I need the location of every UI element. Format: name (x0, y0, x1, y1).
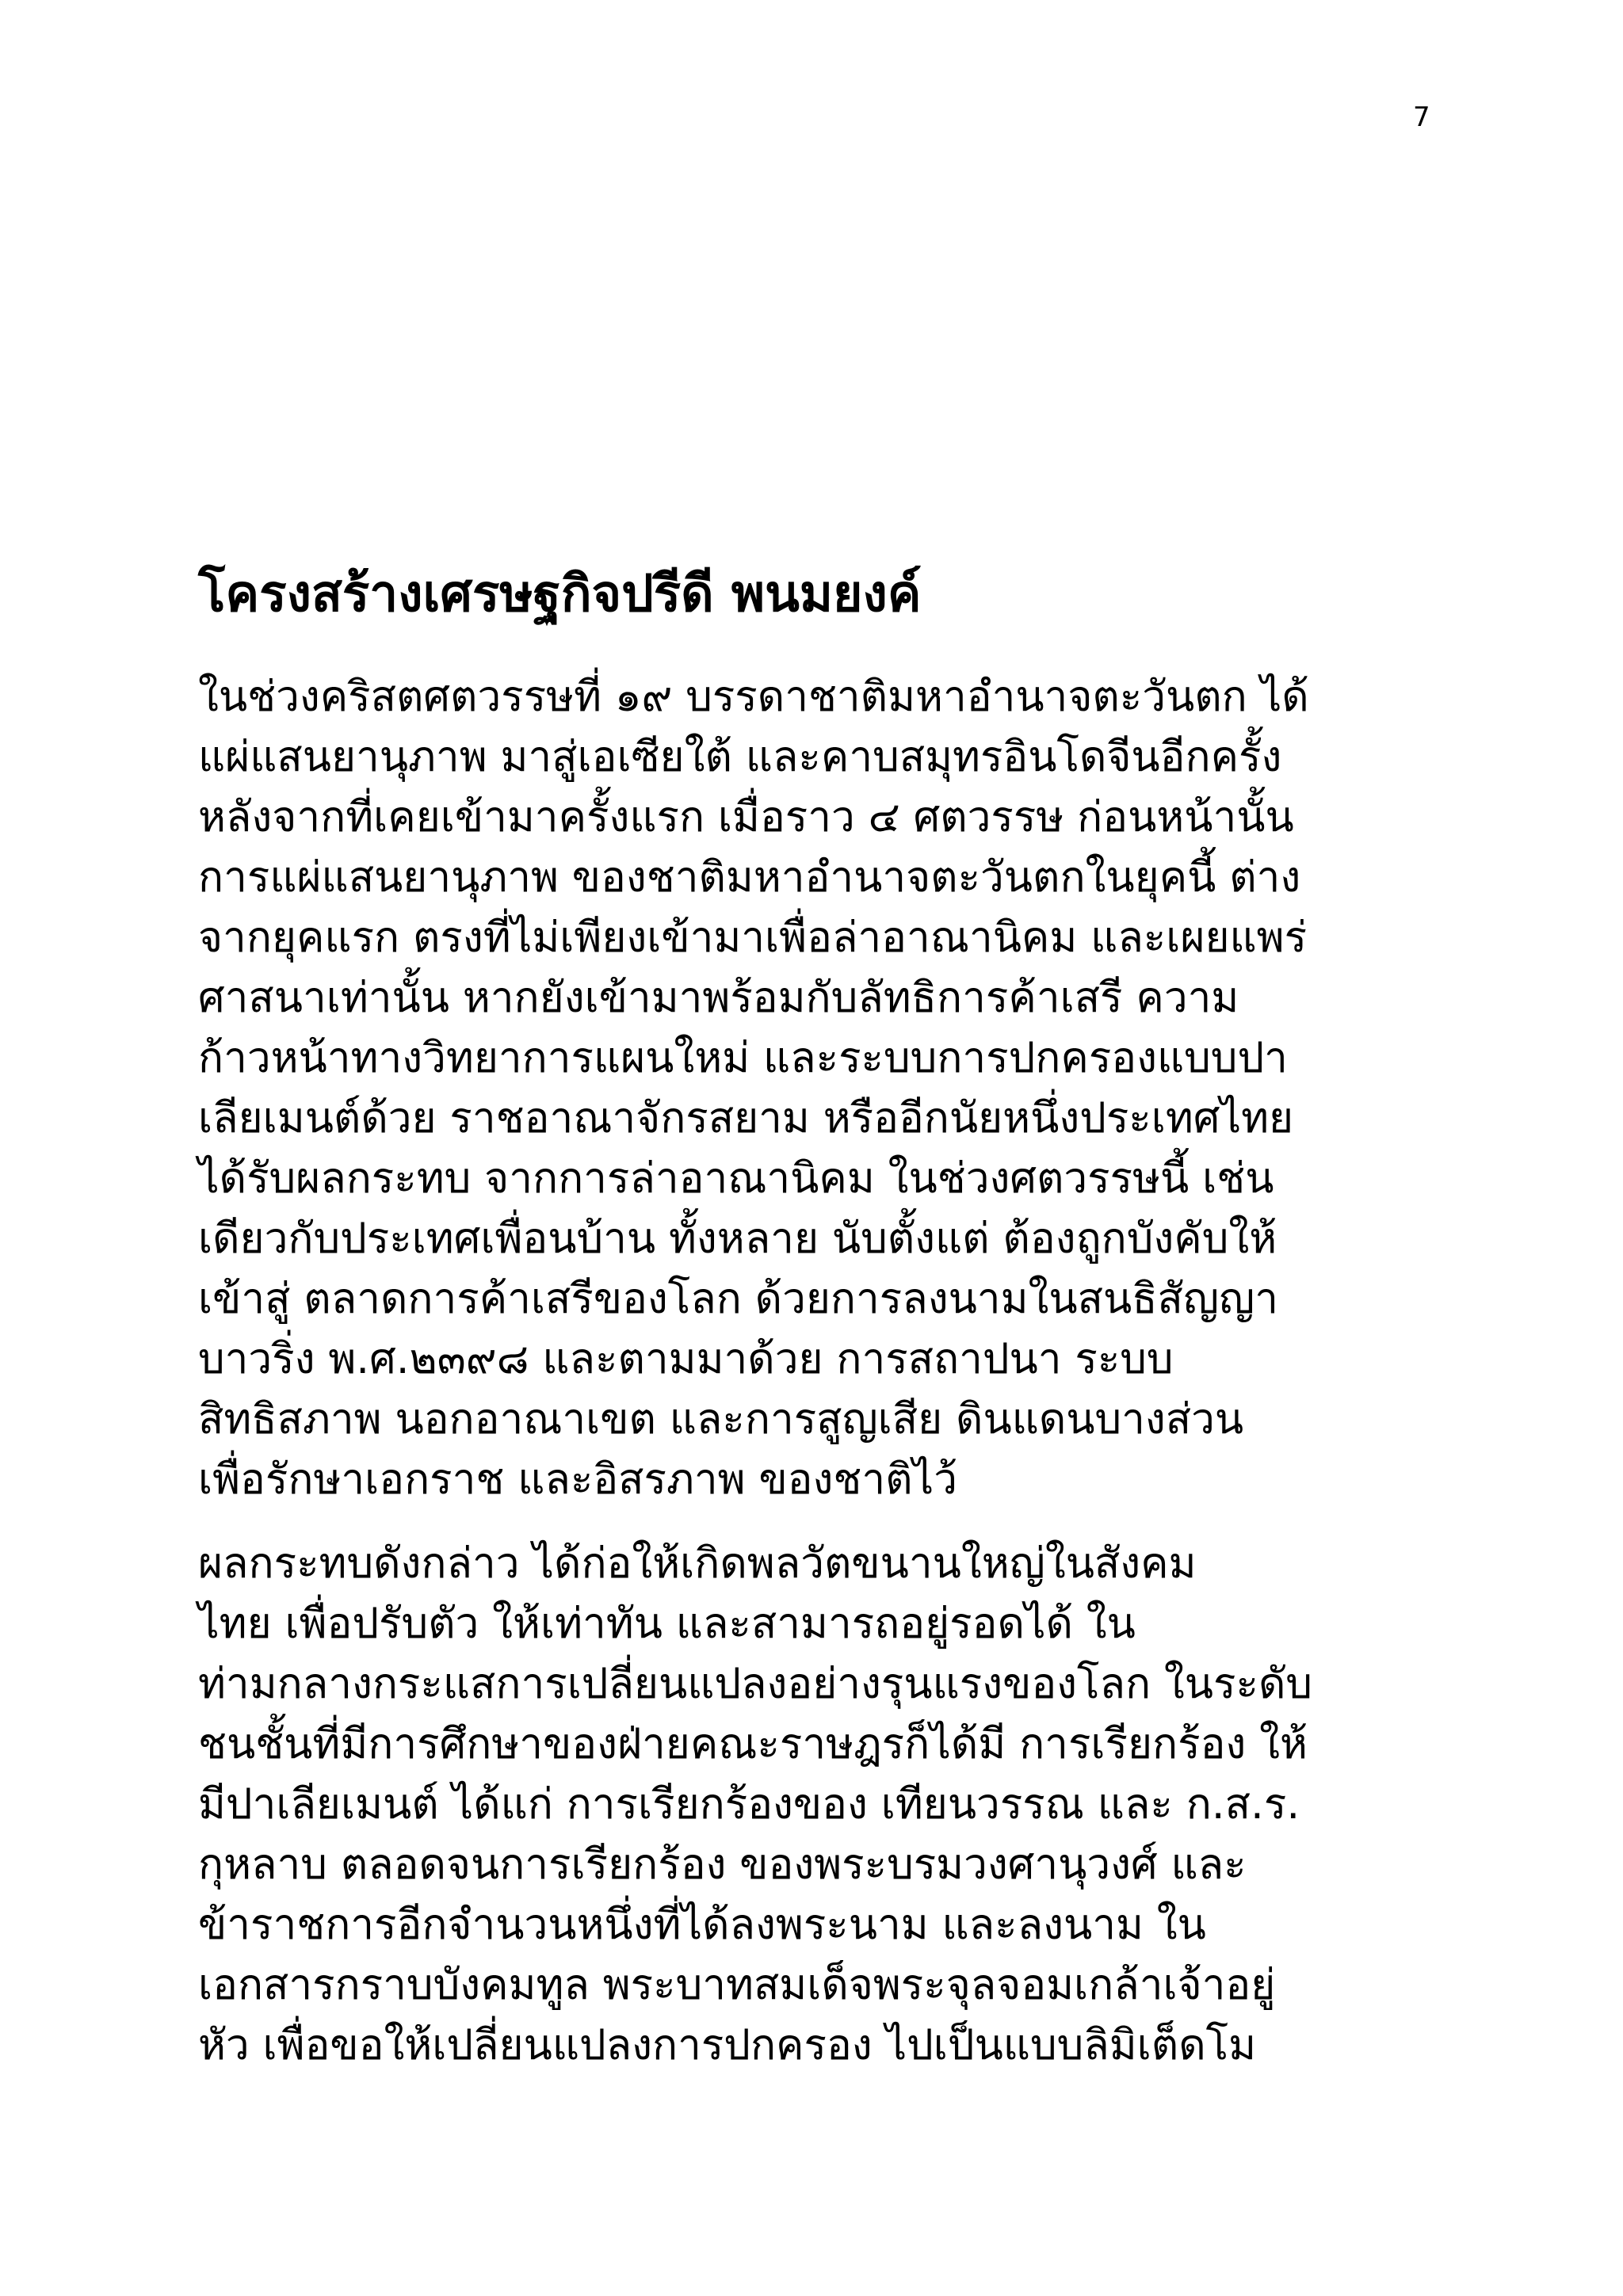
body-paragraph-1 (198, 667, 1498, 1510)
text-line: เพื่อรักษาเอกราช และอิสรภาพ ของชาติไว้ (198, 1455, 957, 1504)
text-line: หัว เพื่อขอให้เปลี่ยนแปลงการปกครอง ไปเป็นแบบลิมิเต็ดโม (198, 2021, 1257, 2069)
text-line: เลียเมนต์ด้วย ราชอาณาจักรสยาม หรืออีกนัยหนึ่งประเทศไทย (198, 1094, 1294, 1142)
page-title: โครงสร้างเศรษฐกิจปรีดี พนมยงค์ (198, 565, 922, 624)
text-line: ไทย เพื่อปรับตัว ให้เท่าทัน และสามารถอยู่รอดได้ ใน (198, 1600, 1136, 1648)
text-line: ข้าราชการอีกจำนวนหนึ่งที่ได้ลงพระนาม และลงนาม ใน (198, 1901, 1206, 1949)
text-line: ในช่วงคริสตศตวรรษที่ ๑๙ บรรดาชาติมหาอำนาจตะวันตก ได้ (198, 673, 1309, 721)
text-line: ผลกระทบดังกล่าว ได้ก่อให้เกิดพลวัตขนานใหญ่ในสังคม (198, 1539, 1197, 1588)
text-line: เข้าสู่ ตลาดการค้าเสรีของโลก ด้วยการลงนามในสนธิสัญญา (198, 1275, 1278, 1323)
body-paragraph-2 (198, 1534, 1498, 2076)
text-line: สิทธิสภาพ นอกอาณาเขต และการสูญเสีย ดินแดนบางส่วน (198, 1395, 1244, 1444)
text-line: บาวริ่ง พ.ศ.๒๓๙๘ และตามมาด้วย การสถาปนา ระบบ (198, 1335, 1174, 1383)
text-line: ชนชั้นที่มีการศึกษาของฝ่ายคณะราษฎรก็ได้มี การเรียกร้อง ให้ (198, 1720, 1308, 1768)
text-line: การแผ่แสนยานุภาพ ของชาติมหาอำนาจตะวันตกในยุคนี้ ต่าง (198, 853, 1301, 902)
text-line: หลังจากที่เคยเข้ามาครั้งแรก เมื่อราว ๔ ศตวรรษ ก่อนหน้านั้น (198, 793, 1294, 841)
text-line: ท่ามกลางกระแสการเปลี่ยนแปลงอย่างรุนแรงของโลก ในระดับ (198, 1660, 1313, 1708)
text-line: เดียวกับประเทศเพื่อนบ้าน ทั้งหลาย นับตั้งแต่ ต้องถูกบังคับให้ (198, 1215, 1277, 1263)
text-line: แผ่แสนยานุภาพ มาสู่เอเซียใต้ และคาบสมุทรอินโดจีนอีกครั้ง (198, 733, 1282, 781)
text-line: กุหลาบ ตลอดจนการเรียกร้อง ของพระบรมวงศานุวงศ์ และ (198, 1840, 1247, 1889)
text-line: ศาสนาเท่านั้น หากยังเข้ามาพร้อมกับลัทธิการค้าเสรี ความ (198, 974, 1239, 1022)
text-line: ก้าวหน้าทางวิทยาการแผนใหม่ และระบบการปกครองแบบปา (198, 1034, 1288, 1082)
text-line: มีปาเลียเมนต์ ได้แก่ การเรียกร้องของ เทียนวรรณ และ ก.ส.ร. (198, 1780, 1300, 1829)
text-line: ได้รับผลกระทบ จากการล่าอาณานิคม ในช่วงศตวรรษนี้ เช่น (198, 1154, 1274, 1203)
text-line: เอกสารกราบบังคมทูล พระบาทสมเด็จพระจุลจอมเกล้าเจ้าอยู่ (198, 1961, 1276, 2009)
page-number: 7 (1413, 101, 1430, 133)
text-line: จากยุคแรก ตรงที่ไม่เพียงเข้ามาเพื่อล่าอาณานิคม และเผยแพร่ (198, 913, 1308, 962)
